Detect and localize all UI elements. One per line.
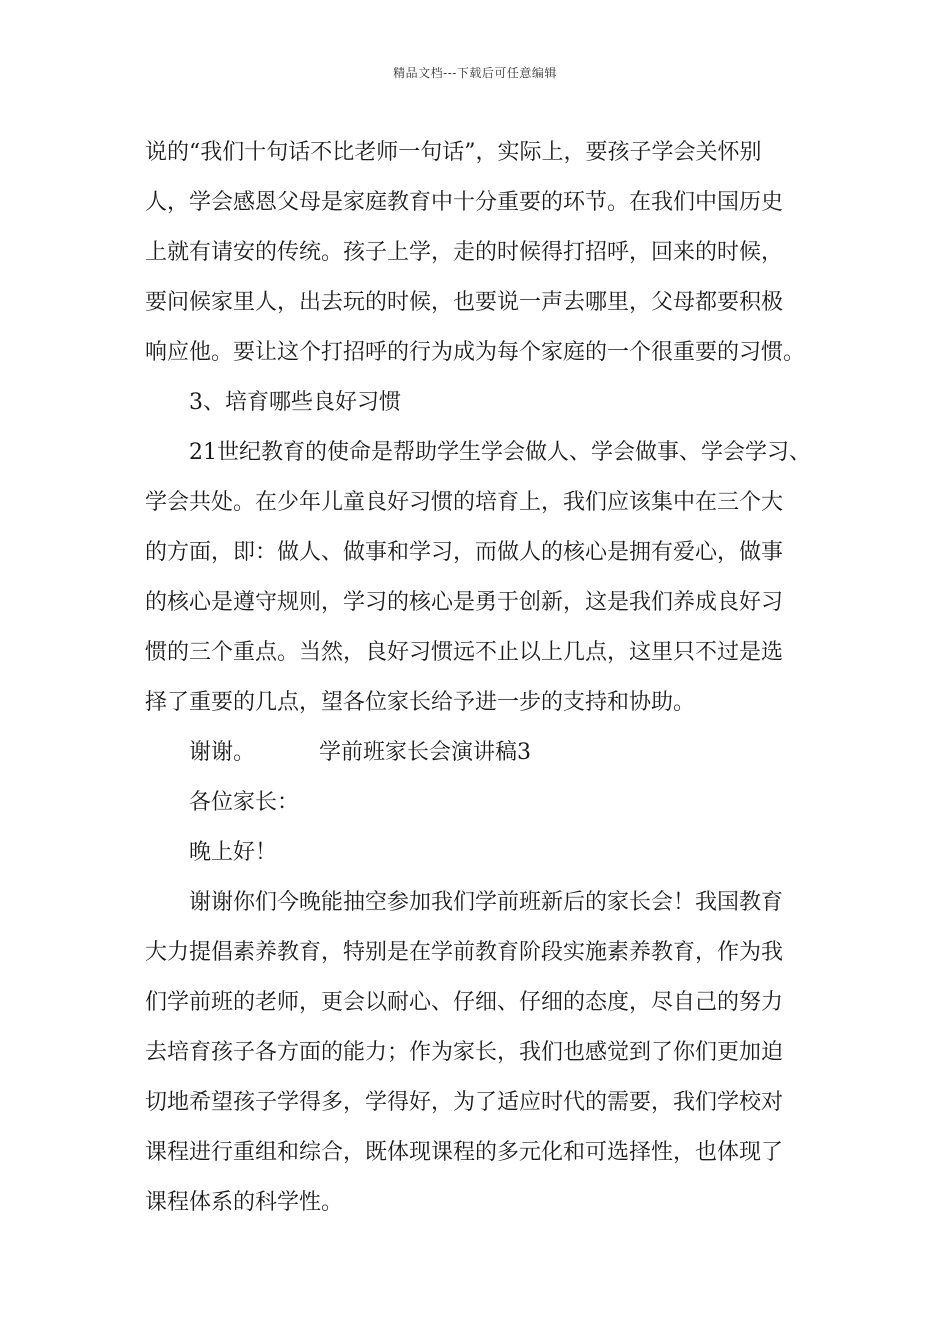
speech-title: 学前班家长会演讲稿3 bbox=[319, 740, 532, 765]
paragraph-line: 响应他。要让这个打招呼的行为成为每个家庭的一个很重要的习惯。 bbox=[145, 340, 806, 365]
paragraph-line: 的方面，即：做人、做事和学习，而做人的核心是拥有爱心，做事 bbox=[145, 540, 784, 565]
paragraph-line: 谢谢你们今晚能抽空参加我们学前班新后的家长会！我国教育 bbox=[189, 890, 784, 915]
paragraph-line: 要问候家里人，出去玩的时候，也要说一声去哪里，父母都要积极 bbox=[145, 290, 784, 315]
paragraph-line: 的核心是遵守规则，学习的核心是勇于创新，这是我们养成良好习 bbox=[145, 590, 784, 615]
paragraph-line: 学会共处。在少年儿童良好习惯的培育上，我们应该集中在三个大 bbox=[145, 490, 784, 515]
paragraph-line: 切地希望孩子学得多，学得好，为了适应时代的需要，我们学校对 bbox=[145, 1090, 784, 1115]
paragraph-line: 上就有请安的传统。孩子上学，走的时候得打招呼，回来的时候， bbox=[145, 240, 784, 265]
thanks-text: 谢谢。 bbox=[189, 740, 256, 765]
paragraph-line: 说的“我们十句话不比老师一句话”，实际上，要孩子学会关怀别 bbox=[145, 140, 762, 165]
paragraph-line: 课程进行重组和综合，既体现课程的多元化和可选择性，也体现了 bbox=[145, 1140, 784, 1165]
paragraph-line: 去培育孩子各方面的能力；作为家长，我们也感觉到了你们更加迫 bbox=[145, 1040, 784, 1065]
paragraph-line: 择了重要的几点，望各位家长给予进一步的支持和协助。 bbox=[145, 690, 696, 715]
paragraph-line: 大力提倡素养教育，特别是在学前教育阶段实施素养教育，作为我 bbox=[145, 940, 784, 965]
evening-greeting: 晚上好！ bbox=[189, 840, 278, 865]
greeting-line: 各位家长： bbox=[189, 790, 300, 815]
paragraph-line: 人，学会感恩父母是家庭教育中十分重要的环节。在我们中国历史 bbox=[145, 190, 784, 215]
paragraph-line: 们学前班的老师，更会以耐心、仔细、仔细的态度，尽自己的努力 bbox=[145, 990, 784, 1015]
paragraph-line: 惯的三个重点。当然，良好习惯远不止以上几点，这里只不过是选 bbox=[145, 640, 784, 665]
paragraph-line: 21世纪教育的使命是帮助学生学会做人、学会做事、学会学习、 bbox=[189, 440, 811, 465]
thanks-and-title-line bbox=[145, 728, 815, 778]
document-body bbox=[145, 128, 815, 1228]
paragraph-line: 课程体系的科学性。 bbox=[145, 1190, 344, 1215]
section-heading: 3、培育哪些良好习惯 bbox=[189, 390, 401, 415]
page-header: 精品文档---下载后可任意编辑 bbox=[393, 66, 557, 80]
